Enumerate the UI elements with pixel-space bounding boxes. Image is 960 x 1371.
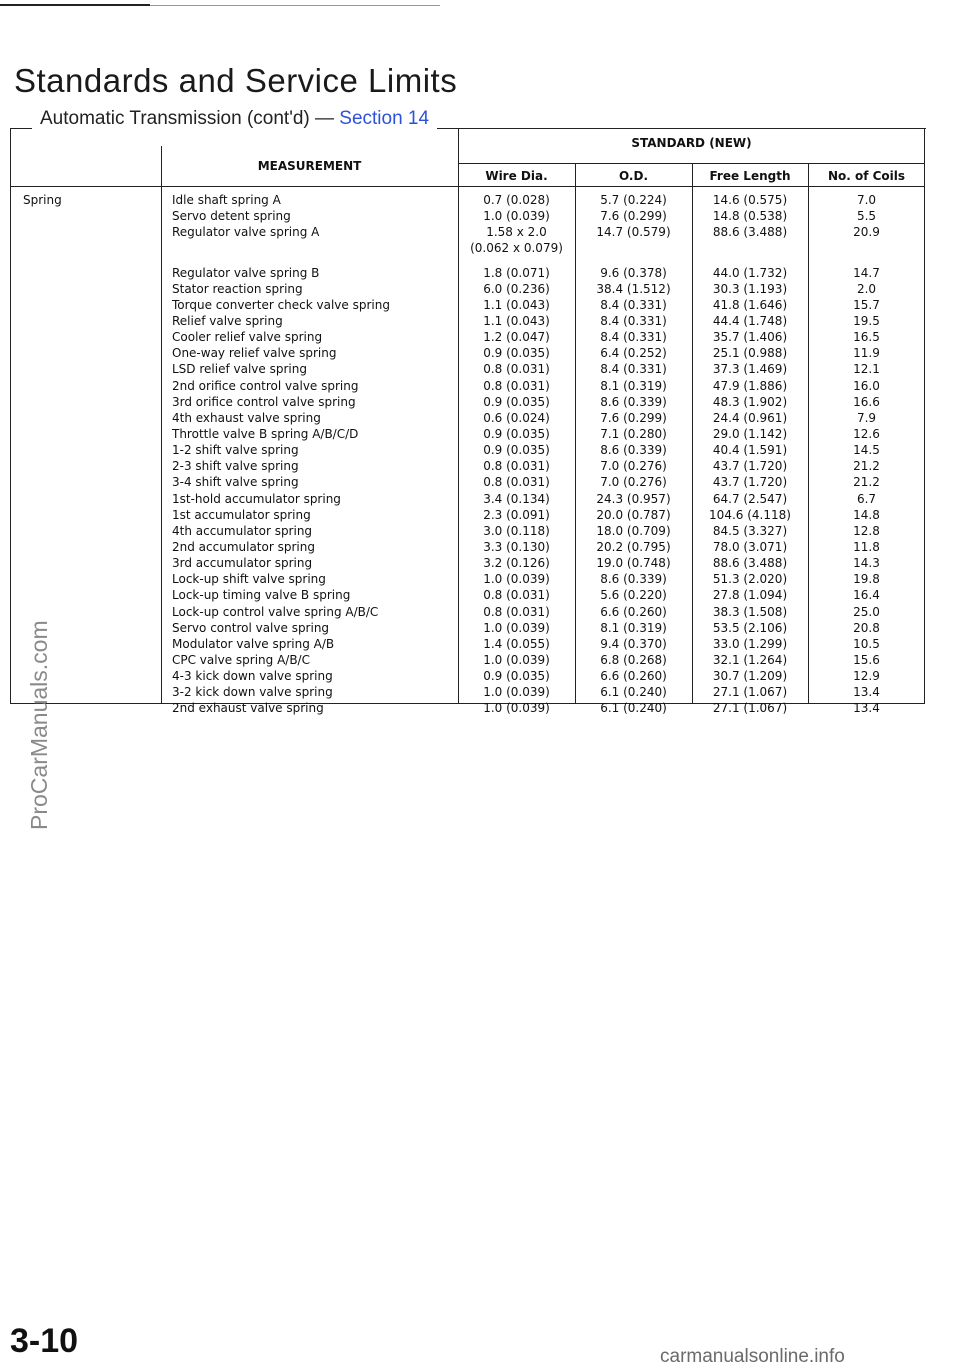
table-cell-name: Servo detent spring bbox=[172, 209, 291, 224]
table-cell-name: Torque converter check valve spring bbox=[172, 297, 390, 312]
table-cell-coils: 12.9 bbox=[853, 669, 880, 684]
table-cell-coils: 7.9 bbox=[856, 410, 877, 425]
group-spacer bbox=[808, 257, 925, 265]
table-cell-coils: 11.9 bbox=[853, 346, 880, 361]
top-rule-thin bbox=[150, 5, 440, 6]
table-cell-free: 44.4 (1.748) bbox=[712, 313, 788, 328]
table-cell-wire: 1.2 (0.047) bbox=[483, 330, 550, 345]
table-cell-od: 8.6 (0.339) bbox=[600, 443, 667, 458]
table-cell-name: 1st accumulator spring bbox=[172, 507, 311, 522]
table-cell-free: 104.6 (4.118) bbox=[709, 507, 791, 522]
table-cell-wire: 1.0 (0.039) bbox=[483, 685, 550, 700]
table-cell-od: 6.4 (0.252) bbox=[600, 346, 667, 361]
table-cell-wire: 3.2 (0.126) bbox=[483, 556, 550, 571]
table-cell-wire: 0.8 (0.031) bbox=[483, 588, 550, 603]
table-cell-coils: 12.8 bbox=[853, 523, 880, 538]
table-cell-free: 14.8 (0.538) bbox=[712, 209, 788, 224]
table-cell-name: Modulator valve spring A/B bbox=[172, 636, 335, 651]
coils-list bbox=[808, 192, 925, 717]
table-cell-free: 27.8 (1.094) bbox=[712, 588, 788, 603]
table-cell-od bbox=[575, 240, 692, 256]
section-subtitle bbox=[32, 108, 437, 130]
table-cell-wire: (0.062 x 0.079) bbox=[470, 241, 563, 256]
table-cell-wire: 0.8 (0.031) bbox=[483, 604, 550, 619]
table-cell-free: 32.1 (1.264) bbox=[712, 652, 788, 667]
table-cell-wire: 1.4 (0.055) bbox=[483, 636, 550, 651]
free-length-list bbox=[692, 192, 808, 717]
measurement-list bbox=[172, 192, 456, 717]
table-cell-name: Servo control valve spring bbox=[172, 620, 330, 635]
table-cell-free: 53.5 (2.106) bbox=[712, 620, 788, 635]
table-cell-free: 30.7 (1.209) bbox=[712, 669, 788, 684]
table-cell-wire: 0.8 (0.031) bbox=[483, 459, 550, 474]
top-rule bbox=[0, 4, 150, 6]
table-cell-free: 27.1 (1.067) bbox=[712, 685, 788, 700]
table-cell-name: Idle shaft spring A bbox=[172, 193, 281, 207]
table-cell-free: 43.7 (1.720) bbox=[712, 475, 788, 490]
table-cell-wire: 0.9 (0.035) bbox=[483, 669, 550, 684]
table-cell-coils: 5.5 bbox=[856, 209, 877, 224]
table-cell-od: 7.0 (0.276) bbox=[600, 459, 667, 474]
table-cell-od: 5.6 (0.220) bbox=[600, 588, 667, 603]
table-cell-coils: 13.4 bbox=[853, 701, 880, 716]
table-cell-wire: 3.0 (0.118) bbox=[483, 523, 550, 538]
table-cell-name: 2-3 shift valve spring bbox=[172, 459, 299, 474]
table-cell-coils: 19.8 bbox=[853, 572, 880, 587]
table-cell-name: 4-3 kick down valve spring bbox=[172, 669, 333, 684]
table-cell-name: Lock-up shift valve spring bbox=[172, 572, 326, 587]
table-cell-free: 29.0 (1.142) bbox=[712, 426, 788, 441]
table-cell-wire: 2.3 (0.091) bbox=[483, 507, 550, 522]
section-link[interactable]: Section 14 bbox=[339, 108, 430, 129]
table-cell-free: 38.3 (1.508) bbox=[712, 604, 788, 619]
table-cell-free: 33.0 (1.299) bbox=[712, 636, 788, 651]
table-cell-coils: 6.7 bbox=[856, 491, 877, 506]
table-cell-name: CPC valve spring A/B/C bbox=[172, 652, 310, 667]
table-cell-wire: 1.8 (0.071) bbox=[483, 265, 550, 280]
table-cell-od: 8.4 (0.331) bbox=[600, 330, 667, 345]
watermark: ProCarManuals.com bbox=[26, 620, 52, 830]
table-cell-name: 2nd exhaust valve spring bbox=[172, 701, 324, 716]
table-cell-coils: 11.8 bbox=[853, 539, 880, 554]
table-cell-wire: 0.9 (0.035) bbox=[483, 346, 550, 361]
col-no-of-coils: No. of Coils bbox=[827, 169, 906, 183]
table-cell-wire: 3.4 (0.134) bbox=[483, 491, 550, 506]
table-cell-coils: 20.9 bbox=[853, 225, 880, 240]
table-cell-coils: 12.6 bbox=[853, 426, 880, 441]
table-cell-od: 5.7 (0.224) bbox=[600, 193, 667, 207]
table-cell-free: 24.4 (0.961) bbox=[712, 410, 788, 425]
category-label: Spring bbox=[23, 193, 62, 207]
od-list bbox=[575, 192, 692, 717]
header-rule-standard bbox=[458, 163, 925, 164]
measurement-header: MEASUREMENT bbox=[257, 159, 362, 173]
table-cell-wire: 0.9 (0.035) bbox=[483, 426, 550, 441]
table-cell-free: 43.7 (1.720) bbox=[712, 459, 788, 474]
table-cell-od: 8.4 (0.331) bbox=[600, 313, 667, 328]
table-cell-name: One-way relief valve spring bbox=[172, 346, 337, 361]
table-cell-name: 1-2 shift valve spring bbox=[172, 443, 299, 458]
group-spacer bbox=[692, 257, 808, 265]
table-cell-wire: 1.1 (0.043) bbox=[483, 313, 550, 328]
table-cell-free: 48.3 (1.902) bbox=[712, 394, 788, 409]
table-cell-coils: 19.5 bbox=[853, 313, 880, 328]
table-cell-coils: 16.6 bbox=[853, 394, 880, 409]
table-cell-od: 6.1 (0.240) bbox=[600, 685, 667, 700]
col-od: O.D. bbox=[618, 169, 648, 183]
table-cell-free: 78.0 (3.071) bbox=[712, 539, 788, 554]
table-cell-od: 9.4 (0.370) bbox=[600, 636, 667, 651]
table-cell-od: 24.3 (0.957) bbox=[596, 491, 671, 506]
table-cell-name: LSD relief valve spring bbox=[172, 362, 307, 377]
table-cell-free: 88.6 (3.488) bbox=[712, 225, 788, 240]
table-cell-coils: 14.3 bbox=[853, 556, 880, 571]
table-cell-coils bbox=[808, 240, 925, 256]
table-cell-wire: 0.7 (0.028) bbox=[483, 193, 550, 207]
table-cell-free: 40.4 (1.591) bbox=[712, 443, 788, 458]
subtitle-text: Automatic Transmission (cont'd) — bbox=[40, 108, 334, 129]
footer-site: carmanualsonline.info bbox=[660, 1346, 845, 1367]
spec-table bbox=[10, 128, 925, 716]
table-cell-free: 37.3 (1.469) bbox=[712, 362, 788, 377]
table-cell-od: 6.1 (0.240) bbox=[600, 701, 667, 716]
table-cell-free: 30.3 (1.193) bbox=[712, 281, 788, 296]
table-cell-wire: 0.8 (0.031) bbox=[483, 378, 550, 393]
table-cell-od: 8.4 (0.331) bbox=[600, 362, 667, 377]
table-cell-coils: 14.7 bbox=[853, 265, 880, 280]
table-cell-name: 3-2 kick down valve spring bbox=[172, 685, 333, 700]
header-rule-bottom bbox=[11, 186, 925, 187]
table-cell-wire: 0.8 (0.031) bbox=[483, 362, 550, 377]
table-cell-coils: 16.0 bbox=[853, 378, 880, 393]
table-cell-od: 18.0 (0.709) bbox=[596, 523, 671, 538]
table-cell-name: 2nd accumulator spring bbox=[172, 539, 315, 554]
table-cell-coils: 7.0 bbox=[856, 193, 877, 207]
table-cell-name: 4th exhaust valve spring bbox=[172, 410, 321, 425]
table-cell-coils: 16.5 bbox=[853, 330, 880, 345]
table-cell-free: 44.0 (1.732) bbox=[712, 265, 788, 280]
table-cell-wire: 1.0 (0.039) bbox=[483, 620, 550, 635]
page-title: Standards and Service Limits bbox=[14, 62, 458, 99]
group-spacer bbox=[575, 257, 692, 265]
table-cell-wire: 1.1 (0.043) bbox=[483, 297, 550, 312]
table-cell-od: 6.6 (0.260) bbox=[600, 669, 667, 684]
col-wire-dia: Wire Dia. bbox=[485, 169, 548, 183]
table-cell-free: 64.7 (2.547) bbox=[712, 491, 788, 506]
table-cell-od: 7.6 (0.299) bbox=[600, 410, 667, 425]
standard-header: STANDARD (NEW) bbox=[631, 136, 752, 150]
table-cell-wire: 0.9 (0.035) bbox=[483, 394, 550, 409]
table-cell-free: 51.3 (2.020) bbox=[712, 572, 788, 587]
table-cell-wire: 1.0 (0.039) bbox=[483, 652, 550, 667]
table-cell-od: 8.6 (0.339) bbox=[600, 572, 667, 587]
table-cell-free bbox=[692, 240, 808, 256]
table-cell-free: 14.6 (0.575) bbox=[712, 193, 788, 207]
table-cell-coils: 15.6 bbox=[853, 652, 880, 667]
table-cell-free: 41.8 (1.646) bbox=[712, 297, 788, 312]
table-cell-od: 14.7 (0.579) bbox=[596, 225, 671, 240]
table-cell-od: 6.6 (0.260) bbox=[600, 604, 667, 619]
table-cell-od: 20.2 (0.795) bbox=[596, 539, 671, 554]
table-cell-od: 9.6 (0.378) bbox=[600, 265, 667, 280]
table-cell-name: Stator reaction spring bbox=[172, 281, 303, 296]
table-cell-free: 27.1 (1.067) bbox=[712, 701, 788, 716]
divider-category bbox=[161, 146, 162, 704]
table-cell-od: 38.4 (1.512) bbox=[596, 281, 671, 296]
table-cell-name: 3-4 shift valve spring bbox=[172, 475, 299, 490]
table-cell-name: 4th accumulator spring bbox=[172, 523, 313, 538]
table-cell-od: 6.8 (0.268) bbox=[600, 652, 667, 667]
table-cell-coils: 14.8 bbox=[853, 507, 880, 522]
table-cell-free: 47.9 (1.886) bbox=[712, 378, 788, 393]
table-cell-name: Throttle valve B spring A/B/C/D bbox=[172, 426, 359, 441]
table-cell-free: 35.7 (1.406) bbox=[712, 330, 788, 345]
table-cell-name: 3rd orifice control valve spring bbox=[172, 394, 356, 409]
col-free-length: Free Length bbox=[709, 169, 791, 183]
table-cell-coils: 16.4 bbox=[853, 588, 880, 603]
table-cell-name: 1st-hold accumulator spring bbox=[172, 491, 341, 506]
wire-dia-list bbox=[458, 192, 575, 717]
table-cell-coils: 25.0 bbox=[853, 604, 880, 619]
table-cell-coils: 12.1 bbox=[853, 362, 880, 377]
group-spacer bbox=[172, 257, 456, 265]
table-cell-od: 8.6 (0.339) bbox=[600, 394, 667, 409]
table-cell-name bbox=[172, 240, 456, 256]
group-spacer bbox=[458, 257, 575, 265]
table-cell-od: 8.1 (0.319) bbox=[600, 378, 667, 393]
table-cell-coils: 21.2 bbox=[853, 475, 880, 490]
table-cell-coils: 20.8 bbox=[853, 620, 880, 635]
table-cell-od: 8.1 (0.319) bbox=[600, 620, 667, 635]
table-cell-name: Lock-up control valve spring A/B/C bbox=[172, 604, 379, 619]
table-cell-wire: 1.0 (0.039) bbox=[483, 572, 550, 587]
table-cell-wire: 1.0 (0.039) bbox=[483, 209, 550, 224]
table-cell-coils: 14.5 bbox=[853, 443, 880, 458]
table-cell-coils: 2.0 bbox=[856, 281, 877, 296]
table-cell-coils: 10.5 bbox=[853, 636, 880, 651]
table-cell-free: 25.1 (0.988) bbox=[712, 346, 788, 361]
table-cell-coils: 15.7 bbox=[853, 297, 880, 312]
table-cell-wire: 3.3 (0.130) bbox=[483, 539, 550, 554]
table-cell-od: 20.0 (0.787) bbox=[596, 507, 671, 522]
table-cell-od: 7.0 (0.276) bbox=[600, 475, 667, 490]
table-cell-wire: 0.6 (0.024) bbox=[483, 410, 550, 425]
table-cell-name: Lock-up timing valve B spring bbox=[172, 588, 351, 603]
table-cell-wire: 6.0 (0.236) bbox=[483, 281, 550, 296]
table-cell-coils: 21.2 bbox=[853, 459, 880, 474]
table-cell-od: 8.4 (0.331) bbox=[600, 297, 667, 312]
table-cell-free: 88.6 (3.488) bbox=[712, 556, 788, 571]
table-cell-name: 3rd accumulator spring bbox=[172, 556, 313, 571]
table-cell-name: Relief valve spring bbox=[172, 313, 283, 328]
table-cell-od: 7.1 (0.280) bbox=[600, 426, 667, 441]
table-cell-name: Regulator valve spring A bbox=[172, 225, 320, 240]
table-cell-free: 84.5 (3.327) bbox=[712, 523, 788, 538]
table-cell-wire: 1.58 x 2.0 bbox=[486, 225, 547, 240]
table-cell-wire: 1.0 (0.039) bbox=[483, 701, 550, 716]
table-cell-od: 19.0 (0.748) bbox=[596, 556, 671, 571]
table-cell-od: 7.6 (0.299) bbox=[600, 209, 667, 224]
page-number: 3-10 bbox=[10, 1322, 79, 1360]
table-cell-name: Regulator valve spring B bbox=[172, 265, 320, 280]
table-cell-wire: 0.9 (0.035) bbox=[483, 443, 550, 458]
table-cell-wire: 0.8 (0.031) bbox=[483, 475, 550, 490]
table-cell-name: 2nd orifice control valve spring bbox=[172, 378, 359, 393]
table-cell-name: Cooler relief valve spring bbox=[172, 330, 323, 345]
table-cell-coils: 13.4 bbox=[853, 685, 880, 700]
